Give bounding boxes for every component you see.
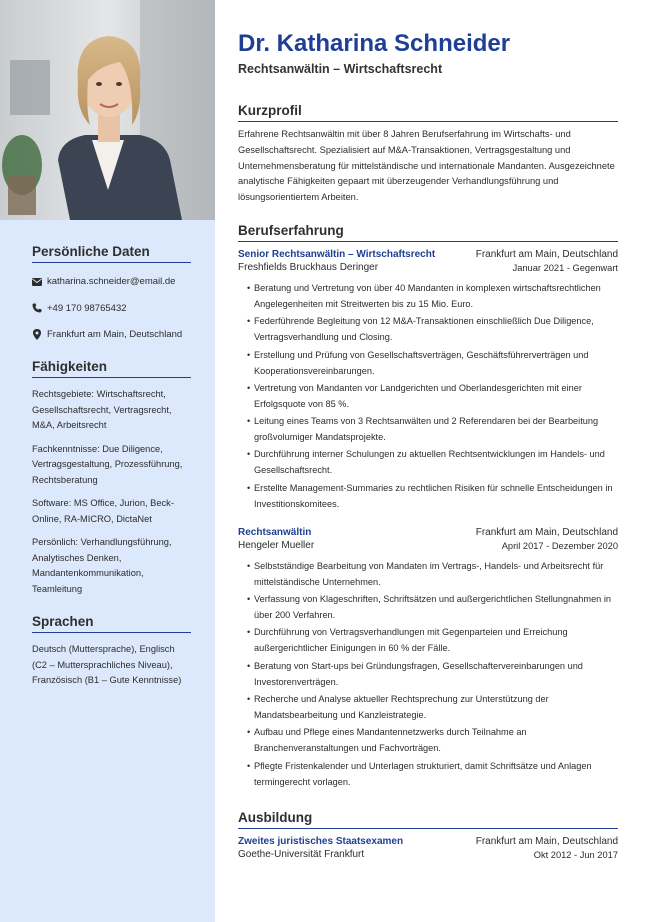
contact-location-text: Frankfurt am Main, Deutschland	[47, 329, 183, 340]
job-bullets	[238, 280, 618, 512]
list-item: • Pflegte Fristenkalender und Unterlagen strukturiert, damit Schriftsätze und Anlagen termingerecht vorlagen.	[247, 760, 592, 787]
education-entry	[238, 835, 618, 862]
school-name: Goethe-Universität Frankfurt	[238, 848, 365, 860]
candidate-name: Dr. Katharina Schneider	[238, 30, 511, 57]
job-title: Rechtsanwältin	[238, 526, 312, 538]
sidebar-content	[32, 244, 191, 689]
profile-text: Erfahrene Rechtsanwältin mit über 8 Jahren Berufserfahrung im Wirtschafts- und Gesellschaftsrecht. Spezialisiert auf M&A-Transaktionen, Vertragsgestaltung und Unternehmensberatung für mittelständische und internationale Mandanten. Ausgezeichnete analytische Fähigkeiten gepaart mit überzeugender Verhandlungsführung und lösungsorientiertem Arbeiten.	[238, 129, 615, 203]
job-company: Freshfields Bruckhaus Deringer	[238, 261, 379, 273]
languages-text: Deutsch (Muttersprache), Englisch (C2 – Muttersprachliches Niveau), Französisch (B1 – Gute Kenntnisse)	[32, 644, 182, 685]
personal-data-heading: Persönliche Daten	[32, 244, 191, 263]
experience-heading: Berufserfahrung	[238, 223, 618, 242]
contact-phone-text: +49 170 98765432	[47, 302, 127, 314]
contact-email-text: katharina.schneider@email.de	[47, 276, 176, 287]
contact-phone	[32, 302, 191, 315]
school-location: Frankfurt am Main, Deutschland	[475, 835, 618, 847]
education-date: Okt 2012 - Jun 2017	[533, 849, 618, 860]
candidate-subtitle: Rechtsanwältin – Wirtschaftsrecht	[238, 62, 443, 76]
list-item: • Federführende Begleitung von 12 M&A-Transaktionen einschließlich Due Diligence, Vertragsverhandlung und Closing.	[247, 316, 594, 343]
job-bullets	[238, 558, 618, 790]
list-item: • Beratung von Start-ups bei Gründungsfragen, Gesellschaftervereinbarungen und Investorenverträgen.	[247, 660, 583, 687]
education-heading: Ausbildung	[238, 810, 618, 829]
skill-item: Software: MS Office, Jurion, Beck-Online, RA-MICRO, DictaNet	[32, 498, 174, 524]
degree-title: Zweites juristisches Staatsexamen	[238, 835, 404, 847]
job-date: April 2017 - Dezember 2020	[501, 540, 618, 551]
list-item: • Selbstständige Bearbeitung von Mandaten im Vertrags-, Handels- und Arbeitsrecht für mittelständische Unternehmen.	[247, 560, 604, 587]
job-location: Frankfurt am Main, Deutschland	[475, 526, 618, 538]
list-item: • Recherche und Analyse aktueller Rechtsprechung zur Unterstützung der Mandatsbearbeitung und Kanzleistrategie.	[247, 693, 549, 720]
job-location: Frankfurt am Main, Deutschland	[475, 248, 618, 260]
profile-photo	[0, 0, 215, 220]
languages-heading: Sprachen	[32, 614, 191, 633]
list-item: • Durchführung von Vertragsverhandlungen mit Gegenparteien und Erreichung außergerichtlicher Einigungen in 60 % der Fälle.	[247, 627, 568, 654]
skill-item: Rechtsgebiete: Wirtschaftsrecht, Gesellschaftsrecht, Vertragsrecht, M&A, Arbeitsrecht	[32, 389, 172, 430]
list-item: • Leitung eines Teams von 3 Rechtsanwälten und 2 Referendaren bei der Bearbeitung großvolumiger Mandatsprojekte.	[247, 416, 599, 443]
list-item: • Erstellung und Prüfung von Gesellschaftsverträgen, Geschäftsführerverträgen und Kooperationsvereinbarungen.	[247, 349, 589, 376]
job-date: Januar 2021 - Gegenwart	[512, 262, 618, 273]
skill-item: Persönlich: Verhandlungsführung, Analytisches Denken, Mandantenkommunikation, Teamleitung	[32, 537, 172, 594]
profile-heading: Kurzprofil	[238, 103, 618, 122]
list-item: • Beratung und Vertretung von über 40 Mandanten in komplexen wirtschaftsrechtlichen Angelegenheiten mit Streitwerten bis zu 15 Mio. Euro.	[247, 282, 601, 309]
list-item: • Verfassung von Klageschriften, Schriftsätzen und außergerichtlichen Stellungnahmen in über 200 Verfahren.	[247, 594, 611, 621]
phone-icon	[32, 303, 42, 313]
job-title: Senior Rechtsanwältin – Wirtschaftsrecht	[238, 248, 436, 260]
contact-location	[32, 328, 191, 341]
job-entry	[238, 526, 618, 790]
location-pin-icon	[32, 330, 42, 340]
job-company: Hengeler Mueller	[238, 539, 315, 551]
contact-email	[32, 275, 191, 288]
list-item: • Vertretung von Mandanten vor Landgerichten und Oberlandesgerichten mit einer Erfolgsquote von 85 %.	[247, 382, 582, 409]
main-content	[238, 30, 618, 862]
skills-heading: Fähigkeiten	[32, 359, 191, 378]
sidebar	[0, 0, 215, 922]
job-entry	[238, 248, 618, 512]
list-item: • Aufbau und Pflege eines Mandantennetzwerks durch Teilnahme an Branchenveranstaltungen und Fachvorträgen.	[247, 727, 527, 754]
skill-item: Fachkenntnisse: Due Diligence, Vertragsgestaltung, Prozessführung, Rechtsberatung	[32, 443, 183, 485]
list-item: • Erstellte Management-Summaries zu rechtlichen Risiken für schnelle Entscheidungen in Investitionskomitees.	[247, 482, 613, 509]
list-item: • Durchführung interner Schulungen zu aktuellen Rechtsentwicklungen im Handels- und Gesellschaftsrecht.	[247, 449, 605, 476]
mail-icon	[32, 277, 42, 287]
